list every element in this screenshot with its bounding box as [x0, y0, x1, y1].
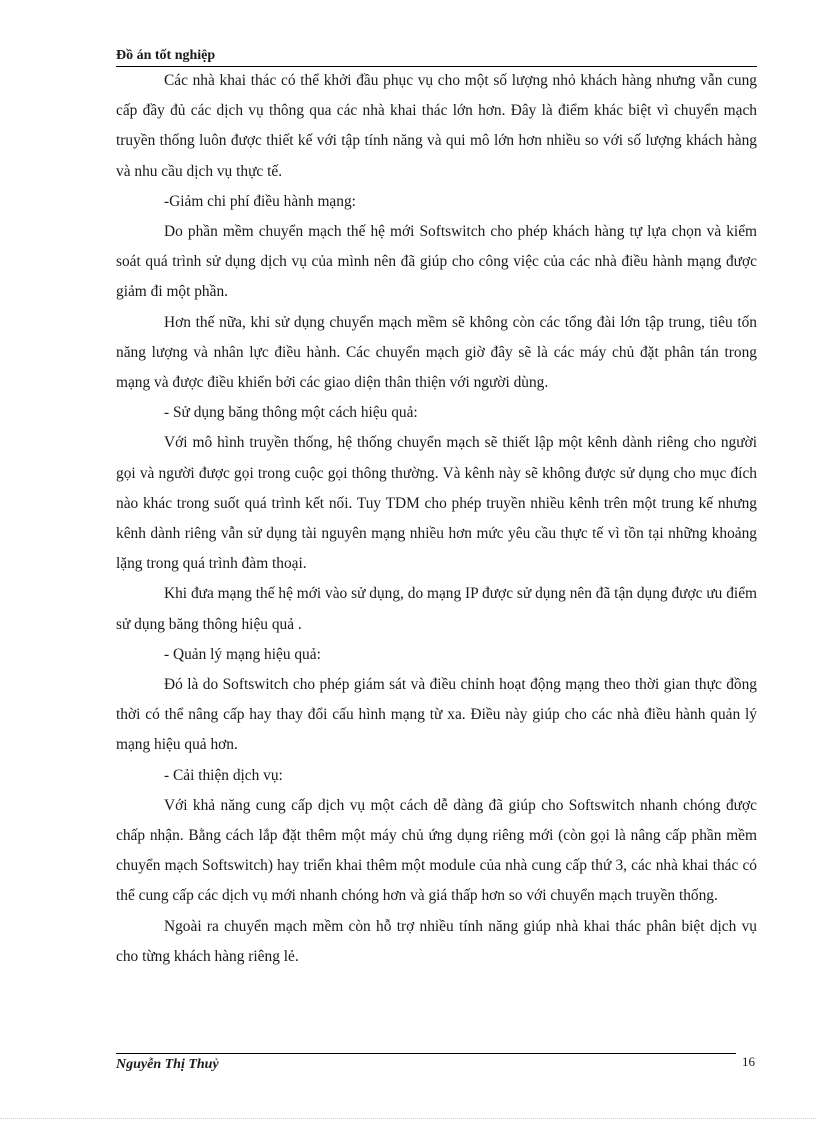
- paragraph: Ngoài ra chuyển mạch mềm còn hỗ trợ nhiều tính năng giúp nhà khai thác phân biệt dịch vụ cho từng khách hàng riêng lẻ.: [116, 917, 757, 965]
- page-number: 16: [742, 1054, 755, 1069]
- page-bottom-edge: [0, 1118, 816, 1119]
- footer-author: Nguyễn Thị Thuỷ: [116, 1057, 219, 1072]
- paragraph: Do phần mềm chuyển mạch thế hệ mới Softswitch cho phép khách hàng tự lựa chọn và kiểm soát quá trình sử dụng dịch vụ của mình nên đã giúp cho công việc của các nhà điều hành mạng được giảm đi một phần.: [116, 223, 757, 301]
- paragraph: Đó là do Softswitch cho phép giám sát và điều chỉnh hoạt động mạng theo thời gian thực đồng thời có thể nâng cấp hay thay đổi cấu hình mạng từ xa. Điều này giúp cho các nhà điều hành quản lý mạng hiệu quả hơn.: [116, 676, 757, 754]
- document-body: [116, 66, 757, 972]
- paragraph: Hơn thế nữa, khi sử dụng chuyển mạch mềm sẽ không còn các tổng đài lớn tập trung, tiêu tốn năng lượng và nhân lực điều hành. Các chuyển mạch giờ đây sẽ là các máy chủ đặt phân tán trong mạng và được điều khiển bởi các giao diện thân thiện với người dùng.: [116, 313, 757, 392]
- paragraph: Khi đưa mạng thế hệ mới vào sử dụng, do mạng IP được sử dụng nên đã tận dụng được ưu điểm sử dụng băng thông hiệu quả .: [116, 585, 757, 633]
- paragraph: - Sử dụng băng thông một cách hiệu quả:: [164, 404, 418, 422]
- footer-rule: [116, 1053, 736, 1054]
- header-title: Đồ án tốt nghiệp: [116, 48, 216, 63]
- paragraph: Với mô hình truyền thống, hệ thống chuyển mạch sẽ thiết lập một kênh dành riêng cho người gọi và người được gọi trong cuộc gọi thông thường. Và kênh này sẽ không được sử dụng cho mục đích nào khác trong suốt quá trình kết nối. Tuy TDM cho phép truyền nhiều kênh trên một trung kế nhưng kênh dành riêng vẫn sử dụng tài nguyên mạng nhiều hơn mức yêu cầu thực tế vì tồn tại những khoảng lặng trong quá trình đàm thoại.: [116, 434, 757, 573]
- paragraph: Các nhà khai thác có thể khởi đầu phục vụ cho một số lượng nhỏ khách hàng nhưng vẫn cung cấp đầy đủ các dịch vụ thông qua các nhà khai thác lớn hơn. Đây là điểm khác biệt vì chuyển mạch truyền thống luôn được thiết kế với tập tính năng và qui mô lớn hơn nhiều so với số lượng khách hàng và nhu cầu dịch vụ thực tế.: [116, 72, 757, 180]
- paragraph: -Giảm chi phí điều hành mạng:: [164, 192, 356, 210]
- paragraph: - Quản lý mạng hiệu quả:: [164, 645, 321, 663]
- paragraph: Với khả năng cung cấp dịch vụ một cách dễ dàng đã giúp cho Softswitch nhanh chóng được chấp nhận. Bằng cách lắp đặt thêm một máy chủ ứng dụng riêng mới (còn gọi là nâng cấp phần mềm chuyển mạch Softswitch) hay triển khai thêm một module của nhà cung cấp thứ 3, các nhà khai thác có thể cung cấp các dịch vụ mới nhanh chóng hơn và giá thấp hơn so với chuyển mạch truyền thống.: [116, 796, 757, 905]
- paragraph: - Cải thiện dịch vụ:: [164, 766, 283, 784]
